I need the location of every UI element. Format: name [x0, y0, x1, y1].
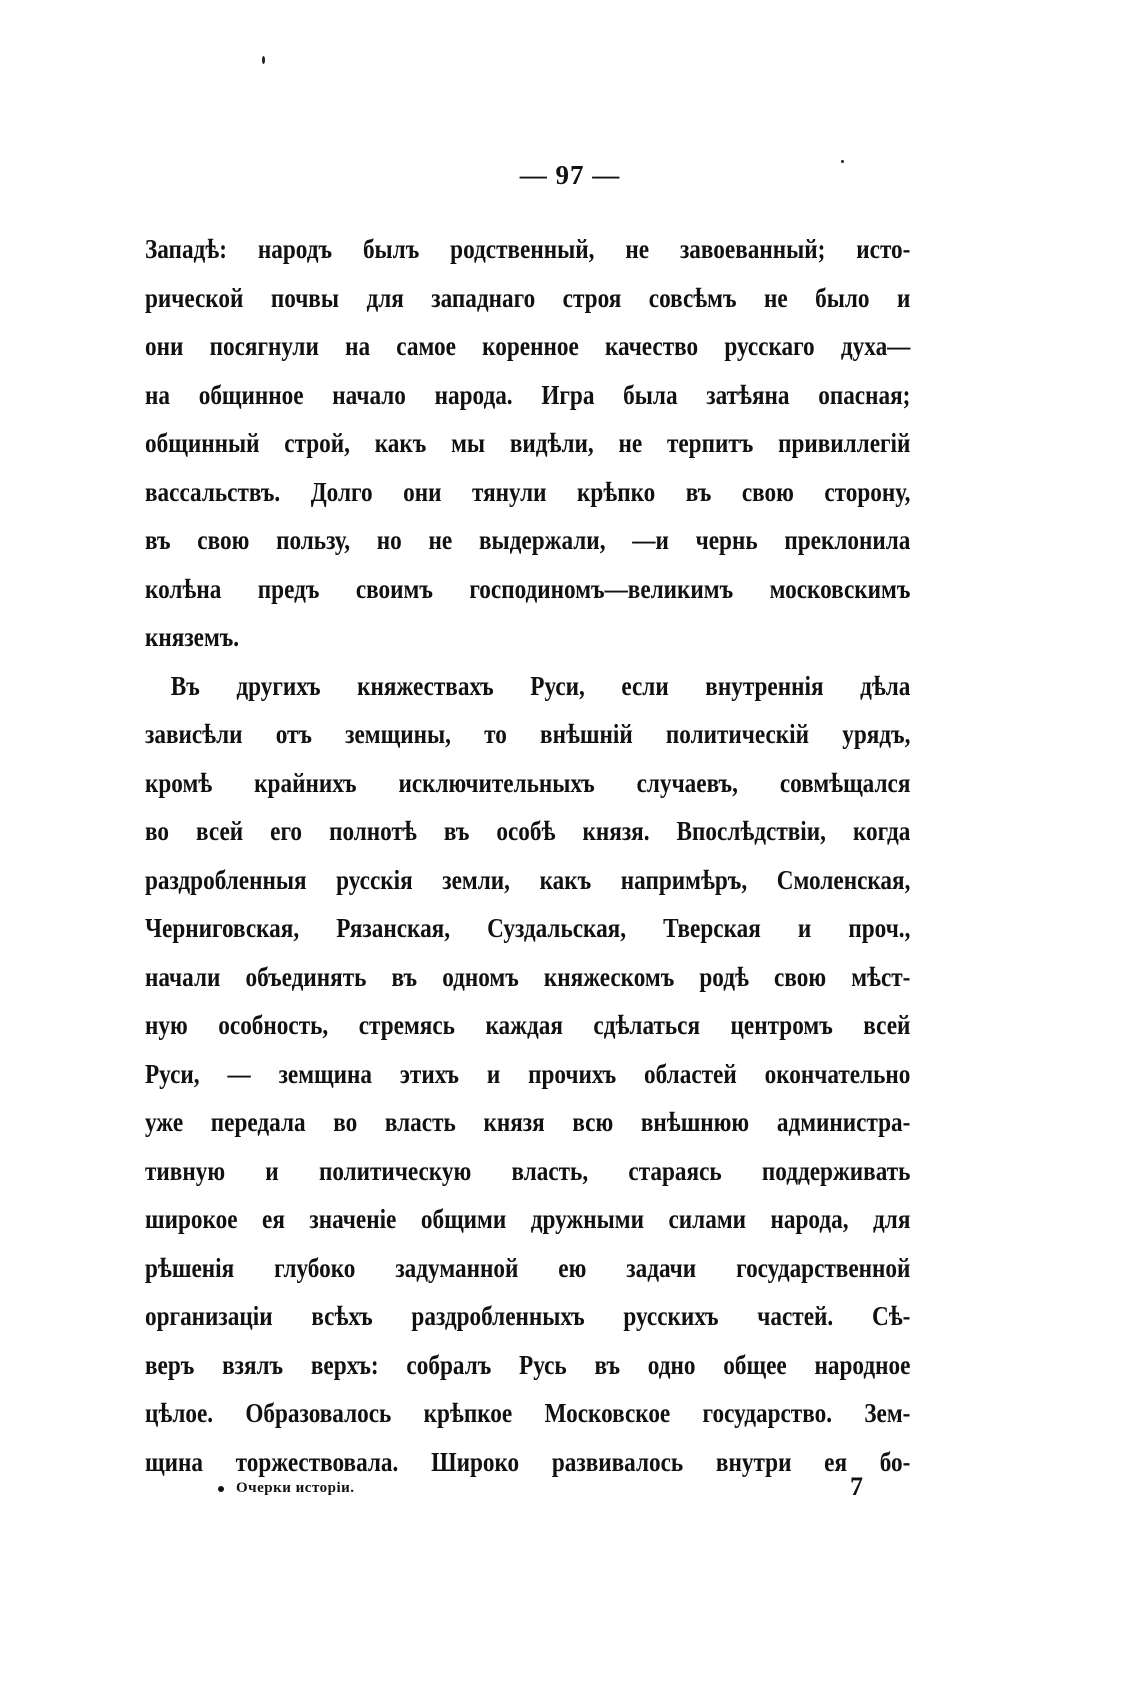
paragraph-2 [145, 662, 910, 1487]
paragraph-1 [145, 225, 910, 662]
scan-speck [262, 56, 265, 64]
text-line: Западѣ: народъ былъ родственный, не завоеванный; исто- [145, 234, 911, 264]
text-line: Въ другихъ княжествахъ Руси, если внутреннія дѣла [170, 670, 911, 701]
text-line: начали объединять въ одномъ княжескомъ родѣ свою мѣст- [145, 961, 911, 992]
body-text [145, 225, 910, 1486]
footer-signature [218, 1480, 355, 1497]
text-line: ную особность, стремясь каждая сдѣлаться центромъ всей [145, 1010, 911, 1040]
text-line: рѣшенія глубоко задуманной ею задачи государственной [145, 1252, 911, 1283]
text-line: организаціи всѣхъ раздробленныхъ русскихъ частей. Сѣ- [145, 1301, 911, 1331]
text-line: щина торжествовала. Широко развивалось внутри ея бо- [145, 1446, 911, 1477]
text-line: кромѣ крайнихъ исключительныхъ случаевъ, совмѣщался [145, 767, 911, 798]
text-line: княземъ. [145, 622, 240, 652]
text-line: Руси, — земщина этихъ и прочихъ областей окончательно [145, 1058, 911, 1089]
text-line: въ свою пользу, но не выдержали, —и чернь преклонила [145, 525, 911, 555]
text-line: на общинное начало народа. Игра была затѣяна опасная; [145, 379, 911, 410]
text-line: вассальствъ. Долго они тянули крѣпко въ свою сторону, [145, 476, 911, 507]
text-line: широкое ея значеніе общими дружными силами народа, для [145, 1204, 911, 1234]
text-line: уже передала во власть князя всю внѣшнюю администра- [145, 1107, 911, 1137]
text-line: они посягнули на самое коренное качество русскаго духа— [145, 331, 911, 361]
text-line: Черниговская, Рязанская, Суздальская, Тверская и проч., [145, 913, 911, 943]
text-line: тивную и политическую власть, стараясь поддерживать [145, 1155, 911, 1186]
text-line: во всей его полнотѣ въ особѣ князя. Впослѣдствіи, когда [145, 816, 911, 846]
text-line: веръ взялъ верхъ: собралъ Русь въ одно общее народное [145, 1349, 911, 1380]
text-line: колѣна предъ своимъ господиномъ—великимъ московскимъ [145, 573, 911, 604]
text-line: раздробленныя русскія земли, какъ напримѣръ, Смоленская, [145, 864, 911, 895]
text-line: рической почвы для западнаго строя совсѣмъ не было и [145, 282, 911, 313]
footer-sheet-number: 7 [850, 1472, 863, 1501]
footer-signature-text: Очерки исторіи. [236, 1480, 355, 1496]
text-line: цѣлое. Образовалось крѣпкое Московское государство. Зем- [145, 1398, 911, 1428]
text-line: зависѣли отъ земщины, то внѣшній политическій урядъ, [145, 719, 911, 749]
text-line: общинный строй, какъ мы видѣли, не терпитъ привиллегій [145, 428, 911, 458]
page-number: — 97 — [519, 160, 621, 190]
bullet-icon [218, 1486, 224, 1492]
